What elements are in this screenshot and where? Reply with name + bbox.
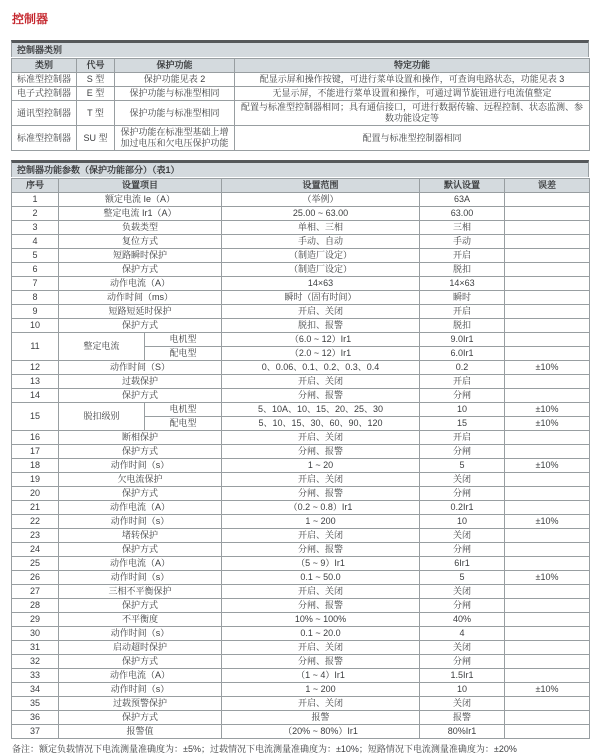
- setting-range-cell: 1 ~ 20: [222, 459, 420, 473]
- default-value-cell: 关闭: [420, 641, 505, 655]
- row-number-cell: 31: [12, 641, 59, 655]
- row-number-cell: 21: [12, 501, 59, 515]
- setting-range-cell: 开启、关闭: [222, 529, 420, 543]
- setting-range-cell: 5、10、15、30、60、90、120: [222, 417, 420, 431]
- setting-item-cell: 保护方式: [59, 319, 222, 333]
- error-cell: [505, 291, 590, 305]
- sub-type-cell: 配电型: [145, 347, 222, 361]
- table-row: [12, 445, 590, 459]
- row-number-cell: 19: [12, 473, 59, 487]
- setting-range-cell: 25.00 ~ 63.00: [222, 207, 420, 221]
- row-number-cell: 26: [12, 571, 59, 585]
- setting-range-cell: （5 ~ 9）Ir1: [222, 557, 420, 571]
- footnote: 备注：额定负载情况下电流测量准确度为：±5%；过载情况下电流测量准确度为：±10%；短路情况下电流测量准确度为：±20%: [12, 744, 517, 754]
- setting-item-cell: 欠电流保护: [59, 473, 222, 487]
- row-number-cell: 37: [12, 725, 59, 739]
- table-row: [12, 529, 590, 543]
- table-row: [12, 389, 590, 403]
- default-value-cell: 6Ir1: [420, 557, 505, 571]
- row-number-cell: 22: [12, 515, 59, 529]
- row-number-cell: 9: [12, 305, 59, 319]
- default-value-cell: 关闭: [420, 529, 505, 543]
- table-row: [12, 319, 590, 333]
- table2-caption-bar: 控制器功能参数（保护功能部分）（表1）: [11, 160, 589, 177]
- table1-cell: 电子式控制器: [12, 87, 77, 101]
- setting-range-cell: 0.1 ~ 20.0: [222, 627, 420, 641]
- table-row: [12, 126, 590, 151]
- setting-item-cell: 短路瞬时保护: [59, 249, 222, 263]
- table-row: [12, 375, 590, 389]
- error-cell: [505, 613, 590, 627]
- setting-item-cell: 复位方式: [59, 235, 222, 249]
- setting-item-cell: 断相保护: [59, 431, 222, 445]
- default-value-cell: 关闭: [420, 585, 505, 599]
- setting-item-cell: 动作时间（s）: [59, 627, 222, 641]
- setting-range-cell: （20% ~ 80%）Ir1: [222, 725, 420, 739]
- error-cell: [505, 249, 590, 263]
- default-value-cell: 0.2Ir1: [420, 501, 505, 515]
- table2-column-header: 误差: [505, 179, 590, 193]
- row-number-cell: 20: [12, 487, 59, 501]
- setting-item-cell: 保护方式: [59, 711, 222, 725]
- row-number-cell: 4: [12, 235, 59, 249]
- default-value-cell: 80%Ir1: [420, 725, 505, 739]
- error-cell: [505, 725, 590, 739]
- table1-cell: 保护功能见表 2: [115, 73, 235, 87]
- error-cell: [505, 263, 590, 277]
- table1-column-header: 特定功能: [235, 59, 590, 73]
- row-number-cell: 3: [12, 221, 59, 235]
- setting-item-cell: 动作时间（S）: [59, 361, 222, 375]
- default-value-cell: 5: [420, 571, 505, 585]
- setting-range-cell: 脱扣、报警: [222, 319, 420, 333]
- setting-item-cell: 三相不平衡保护: [59, 585, 222, 599]
- table1-column-header: 保护功能: [115, 59, 235, 73]
- setting-range-cell: 开启、关闭: [222, 305, 420, 319]
- setting-item-cell: 整定电流: [59, 333, 145, 361]
- error-cell: [505, 487, 590, 501]
- setting-item-cell: 整定电流 Ir1（A）: [59, 207, 222, 221]
- default-value-cell: 4: [420, 627, 505, 641]
- page-title: 控制器: [12, 12, 49, 26]
- table1-cell: E 型: [77, 87, 115, 101]
- table-row: [12, 571, 590, 585]
- table1-cell: 保护功能在标准型基础上增加过电压和欠电压保护功能: [115, 126, 235, 151]
- error-cell: [505, 319, 590, 333]
- error-cell: [505, 501, 590, 515]
- error-cell: [505, 697, 590, 711]
- setting-range-cell: （举例）: [222, 193, 420, 207]
- table1-cell: T 型: [77, 101, 115, 126]
- error-cell: ±10%: [505, 683, 590, 697]
- table2-column-header: 设置项目: [59, 179, 222, 193]
- table-row: [12, 725, 590, 739]
- setting-range-cell: 5、10A、10、15、20、25、30: [222, 403, 420, 417]
- setting-item-cell: 额定电流 Ie（A）: [59, 193, 222, 207]
- error-cell: [505, 543, 590, 557]
- table-row: [12, 655, 590, 669]
- default-value-cell: 14×63: [420, 277, 505, 291]
- setting-item-cell: 动作时间（s）: [59, 571, 222, 585]
- table-row: [12, 627, 590, 641]
- default-value-cell: 分闸: [420, 487, 505, 501]
- error-cell: [505, 431, 590, 445]
- setting-range-cell: （2.0 ~ 12）Ir1: [222, 347, 420, 361]
- row-number-cell: 27: [12, 585, 59, 599]
- setting-item-cell: 保护方式: [59, 543, 222, 557]
- setting-range-cell: 开启、关闭: [222, 641, 420, 655]
- default-value-cell: 开启: [420, 431, 505, 445]
- table-row: [12, 473, 590, 487]
- row-number-cell: 34: [12, 683, 59, 697]
- default-value-cell: 9.0Ir1: [420, 333, 505, 347]
- sub-type-cell: 电机型: [145, 403, 222, 417]
- default-value-cell: 三相: [420, 221, 505, 235]
- default-value-cell: 分闸: [420, 543, 505, 557]
- setting-item-cell: 保护方式: [59, 389, 222, 403]
- table-row: [12, 249, 590, 263]
- setting-range-cell: 分闸、报警: [222, 389, 420, 403]
- default-value-cell: 10: [420, 403, 505, 417]
- default-value-cell: 15: [420, 417, 505, 431]
- setting-range-cell: （0.2 ~ 0.8）Ir1: [222, 501, 420, 515]
- setting-item-cell: 保护方式: [59, 487, 222, 501]
- row-number-cell: 25: [12, 557, 59, 571]
- default-value-cell: 0.2: [420, 361, 505, 375]
- table-row: [12, 669, 590, 683]
- default-value-cell: 关闭: [420, 473, 505, 487]
- setting-range-cell: 手动、自动: [222, 235, 420, 249]
- setting-item-cell: 保护方式: [59, 263, 222, 277]
- table1-column-header: 类别: [12, 59, 77, 73]
- table-row: [12, 207, 590, 221]
- row-number-cell: 30: [12, 627, 59, 641]
- table1-header-row: [12, 59, 590, 73]
- setting-item-cell: 报警值: [59, 725, 222, 739]
- setting-item-cell: 堵转保护: [59, 529, 222, 543]
- table1-cell: 配显示屏和操作按键，可进行菜单设置和操作，可查询电路状态，功能见表 3: [235, 73, 590, 87]
- setting-item-cell: 保护方式: [59, 445, 222, 459]
- setting-item-cell: 动作电流（A）: [59, 277, 222, 291]
- setting-range-cell: 瞬时（固有时间）: [222, 291, 420, 305]
- default-value-cell: 瞬时: [420, 291, 505, 305]
- default-value-cell: 6.0Ir1: [420, 347, 505, 361]
- error-cell: ±10%: [505, 459, 590, 473]
- error-cell: [505, 557, 590, 571]
- setting-range-cell: 0.1 ~ 50.0: [222, 571, 420, 585]
- table2-column-header: 序号: [12, 179, 59, 193]
- row-number-cell: 12: [12, 361, 59, 375]
- table1-cell: 通讯型控制器: [12, 101, 77, 126]
- setting-range-cell: 分闸、报警: [222, 599, 420, 613]
- setting-range-cell: 单相、三相: [222, 221, 420, 235]
- table-row: [12, 501, 590, 515]
- setting-item-cell: 动作电流（A）: [59, 501, 222, 515]
- error-cell: [505, 711, 590, 725]
- default-value-cell: 分闸: [420, 445, 505, 459]
- table-gap: [11, 151, 589, 160]
- table1-column-header: 代号: [77, 59, 115, 73]
- error-cell: [505, 627, 590, 641]
- setting-item-cell: 动作电流（A）: [59, 557, 222, 571]
- error-cell: [505, 347, 590, 361]
- table-row: [12, 333, 590, 347]
- table-row: [12, 305, 590, 319]
- table-row: [12, 101, 590, 126]
- table1-cell: S 型: [77, 73, 115, 87]
- default-value-cell: 手动: [420, 235, 505, 249]
- row-number-cell: 29: [12, 613, 59, 627]
- setting-range-cell: 14×63: [222, 277, 420, 291]
- setting-item-cell: 负载类型: [59, 221, 222, 235]
- error-cell: [505, 193, 590, 207]
- table-row: [12, 361, 590, 375]
- error-cell: [505, 333, 590, 347]
- default-value-cell: 报警: [420, 711, 505, 725]
- error-cell: [505, 207, 590, 221]
- setting-range-cell: 1 ~ 200: [222, 515, 420, 529]
- table2-column-header: 默认设置: [420, 179, 505, 193]
- setting-range-cell: 0、0.06、0.1、0.2、0.3、0.4: [222, 361, 420, 375]
- error-cell: [505, 235, 590, 249]
- setting-item-cell: 保护方式: [59, 655, 222, 669]
- table-row: [12, 263, 590, 277]
- table-row: [12, 221, 590, 235]
- row-number-cell: 32: [12, 655, 59, 669]
- error-cell: [505, 221, 590, 235]
- error-cell: [505, 529, 590, 543]
- table-row: [12, 599, 590, 613]
- row-number-cell: 8: [12, 291, 59, 305]
- table-row: [12, 403, 590, 417]
- table1-cell: 无显示屏，不能进行菜单设置和操作，可通过调节旋钮进行电流值整定: [235, 87, 590, 101]
- setting-range-cell: （1 ~ 4）Ir1: [222, 669, 420, 683]
- setting-range-cell: （制造厂设定）: [222, 249, 420, 263]
- setting-item-cell: 过载保护: [59, 375, 222, 389]
- table-row: [12, 711, 590, 725]
- error-cell: [505, 277, 590, 291]
- table-row: [12, 431, 590, 445]
- table-row: [12, 291, 590, 305]
- table1-cell: 保护功能与标准型相同: [115, 87, 235, 101]
- setting-range-cell: （6.0 ~ 12）Ir1: [222, 333, 420, 347]
- row-number-cell: 23: [12, 529, 59, 543]
- row-number-cell: 28: [12, 599, 59, 613]
- setting-range-cell: 开启、关闭: [222, 473, 420, 487]
- default-value-cell: 开启: [420, 305, 505, 319]
- default-value-cell: 脱扣: [420, 319, 505, 333]
- default-value-cell: 63A: [420, 193, 505, 207]
- controller-category-table: [11, 58, 590, 151]
- row-number-cell: 15: [12, 403, 59, 431]
- default-value-cell: 脱扣: [420, 263, 505, 277]
- sub-type-cell: 配电型: [145, 417, 222, 431]
- row-number-cell: 13: [12, 375, 59, 389]
- table1-cell: 标准型控制器: [12, 73, 77, 87]
- error-cell: ±10%: [505, 417, 590, 431]
- table2-column-header: 设置范围: [222, 179, 420, 193]
- default-value-cell: 5: [420, 459, 505, 473]
- table-row: [12, 613, 590, 627]
- table1-caption-bar: 控制器类别: [11, 40, 589, 57]
- error-cell: ±10%: [505, 403, 590, 417]
- default-value-cell: 40%: [420, 613, 505, 627]
- default-value-cell: 10: [420, 683, 505, 697]
- setting-range-cell: （制造厂设定）: [222, 263, 420, 277]
- row-number-cell: 5: [12, 249, 59, 263]
- table-row: [12, 487, 590, 501]
- error-cell: [505, 445, 590, 459]
- setting-item-cell: 脱扣级别: [59, 403, 145, 431]
- table-row: [12, 697, 590, 711]
- table-row: [12, 459, 590, 473]
- row-number-cell: 24: [12, 543, 59, 557]
- table-row: [12, 87, 590, 101]
- default-value-cell: 1.5Ir1: [420, 669, 505, 683]
- row-number-cell: 17: [12, 445, 59, 459]
- table-row: [12, 235, 590, 249]
- setting-item-cell: 动作时间（s）: [59, 683, 222, 697]
- setting-range-cell: 分闸、报警: [222, 655, 420, 669]
- table1-cell: SU 型: [77, 126, 115, 151]
- table-row: [12, 641, 590, 655]
- row-number-cell: 33: [12, 669, 59, 683]
- row-number-cell: 35: [12, 697, 59, 711]
- default-value-cell: 分闸: [420, 599, 505, 613]
- sub-type-cell: 电机型: [145, 333, 222, 347]
- table1-cell: 配置与标准型控制器相同: [235, 126, 590, 151]
- table-row: [12, 73, 590, 87]
- error-cell: [505, 473, 590, 487]
- setting-item-cell: 动作时间（s）: [59, 459, 222, 473]
- setting-item-cell: 动作时间（ms）: [59, 291, 222, 305]
- setting-range-cell: 开启、关闭: [222, 697, 420, 711]
- row-number-cell: 14: [12, 389, 59, 403]
- error-cell: [505, 585, 590, 599]
- default-value-cell: 开启: [420, 375, 505, 389]
- default-value-cell: 开启: [420, 249, 505, 263]
- setting-item-cell: 保护方式: [59, 599, 222, 613]
- table2-header-row: [12, 179, 590, 193]
- table-row: [12, 515, 590, 529]
- default-value-cell: 分闸: [420, 655, 505, 669]
- table1-cell: 配置与标准型控制器相同；具有通信接口，可进行数据传输、远程控制、状态监测、参数功能设定等: [235, 101, 590, 126]
- table-row: [12, 543, 590, 557]
- error-cell: [505, 375, 590, 389]
- default-value-cell: 10: [420, 515, 505, 529]
- error-cell: [505, 599, 590, 613]
- table-row: [12, 277, 590, 291]
- error-cell: [505, 641, 590, 655]
- error-cell: ±10%: [505, 515, 590, 529]
- default-value-cell: 关闭: [420, 697, 505, 711]
- setting-range-cell: 10% ~ 100%: [222, 613, 420, 627]
- setting-item-cell: 启动超时保护: [59, 641, 222, 655]
- row-number-cell: 2: [12, 207, 59, 221]
- row-number-cell: 10: [12, 319, 59, 333]
- table-row: [12, 683, 590, 697]
- setting-range-cell: 开启、关闭: [222, 431, 420, 445]
- row-number-cell: 16: [12, 431, 59, 445]
- error-cell: [505, 389, 590, 403]
- setting-range-cell: 报警: [222, 711, 420, 725]
- row-number-cell: 18: [12, 459, 59, 473]
- setting-range-cell: 分闸、报警: [222, 543, 420, 557]
- row-number-cell: 6: [12, 263, 59, 277]
- setting-range-cell: 1 ~ 200: [222, 683, 420, 697]
- setting-item-cell: 不平衡度: [59, 613, 222, 627]
- controller-params-table: [11, 178, 590, 739]
- table-row: [12, 193, 590, 207]
- error-cell: [505, 655, 590, 669]
- row-number-cell: 7: [12, 277, 59, 291]
- row-number-cell: 11: [12, 333, 59, 361]
- table1-cell: 保护功能与标准型相同: [115, 101, 235, 126]
- setting-item-cell: 过载预警保护: [59, 697, 222, 711]
- setting-item-cell: 动作时间（s）: [59, 515, 222, 529]
- setting-range-cell: 开启、关闭: [222, 375, 420, 389]
- table-row: [12, 557, 590, 571]
- setting-item-cell: 短路短延时保护: [59, 305, 222, 319]
- setting-range-cell: 分闸、报警: [222, 445, 420, 459]
- row-number-cell: 36: [12, 711, 59, 725]
- setting-item-cell: 动作电流（A）: [59, 669, 222, 683]
- row-number-cell: 1: [12, 193, 59, 207]
- error-cell: ±10%: [505, 361, 590, 375]
- setting-range-cell: 分闸、报警: [222, 487, 420, 501]
- table-row: [12, 585, 590, 599]
- default-value-cell: 分闸: [420, 389, 505, 403]
- table1-cell: 标准型控制器: [12, 126, 77, 151]
- error-cell: [505, 669, 590, 683]
- default-value-cell: 63.00: [420, 207, 505, 221]
- setting-range-cell: 开启、关闭: [222, 585, 420, 599]
- error-cell: [505, 305, 590, 319]
- error-cell: ±10%: [505, 571, 590, 585]
